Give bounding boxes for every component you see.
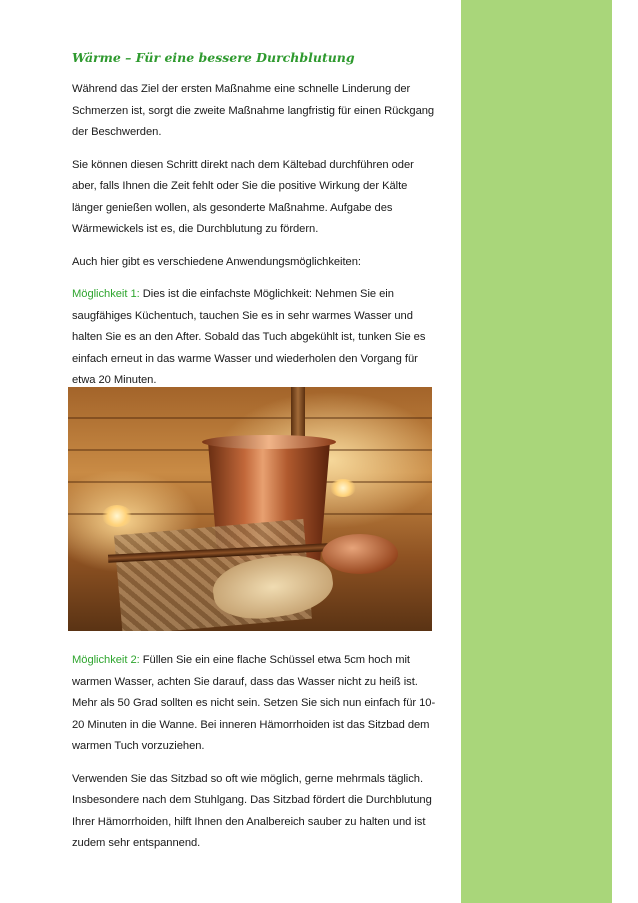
section-heading: Wärme – Für eine bessere Durchblutung xyxy=(72,50,355,65)
paragraph-option-2 xyxy=(72,650,437,758)
document-body xyxy=(72,50,437,403)
copper-ladle xyxy=(322,534,398,574)
sidebar-accent-bar xyxy=(461,0,612,903)
wood-plank xyxy=(68,417,432,419)
paragraph-options-intro: Auch hier gibt es verschiedene Anwendungsmöglichkeiten: xyxy=(72,255,361,268)
option-1-label: Möglichkeit 1: xyxy=(72,288,140,300)
paragraph-timing: Sie können diesen Schritt direkt nach dem Kältebad durchführen oder aber, falls Ihnen die Zeit fehlt oder Sie die positive Wirkung der Kälte länger genießen wollen, als gesonderte Maßnahme. Aufgabe des Wärmewickels ist es, die Durchblutung zu fördern. xyxy=(72,158,414,235)
document-body-continued xyxy=(72,650,437,866)
paragraph-option-1 xyxy=(72,284,437,392)
candle-right xyxy=(330,479,356,497)
option-1-text: Dies ist die einfachste Möglichkeit: Nehmen Sie ein saugfähiges Küchentuch, tauchen Sie es in sehr warmes Wasser und halten Sie es an den After. Sobald das Tuch abgekühlt ist, tunken Sie es einfach erneut in das warme Wasser und wiederholen den Vorgang für etwa 20 Minuten. xyxy=(72,288,426,386)
paragraph-closing: Verwenden Sie das Sitzbad so oft wie möglich, gerne mehrmals täglich. Insbesondere nach dem Stuhlgang. Das Sitzbad fördert die Durchblutung Ihrer Hämorrhoiden, hilft Ihnen den Analbereich sauber zu halten und ist zudem sehr entspannend. xyxy=(72,772,432,849)
sauna-photo xyxy=(68,387,432,631)
option-2-label: Möglichkeit 2: xyxy=(72,654,140,666)
paragraph-intro: Während das Ziel der ersten Maßnahme eine schnelle Linderung der Schmerzen ist, sorgt die zweite Maßnahme langfristig für einen Rückgang der Beschwerden. xyxy=(72,83,435,138)
candle-left xyxy=(102,505,132,527)
option-2-text: Füllen Sie ein eine flache Schüssel etwa 5cm hoch mit warmen Wasser, achten Sie darauf, dass das Wasser nicht zu heiß ist. Mehr als 50 Grad sollten es nicht sein. Setzen Sie sich nun einfach für 10-20 Minuten in die Wanne. Bei inneren Hämorrhoiden ist das Sitzbad dem warmen Tuch vorzuziehen. xyxy=(72,654,436,752)
bucket-rim xyxy=(202,435,336,449)
